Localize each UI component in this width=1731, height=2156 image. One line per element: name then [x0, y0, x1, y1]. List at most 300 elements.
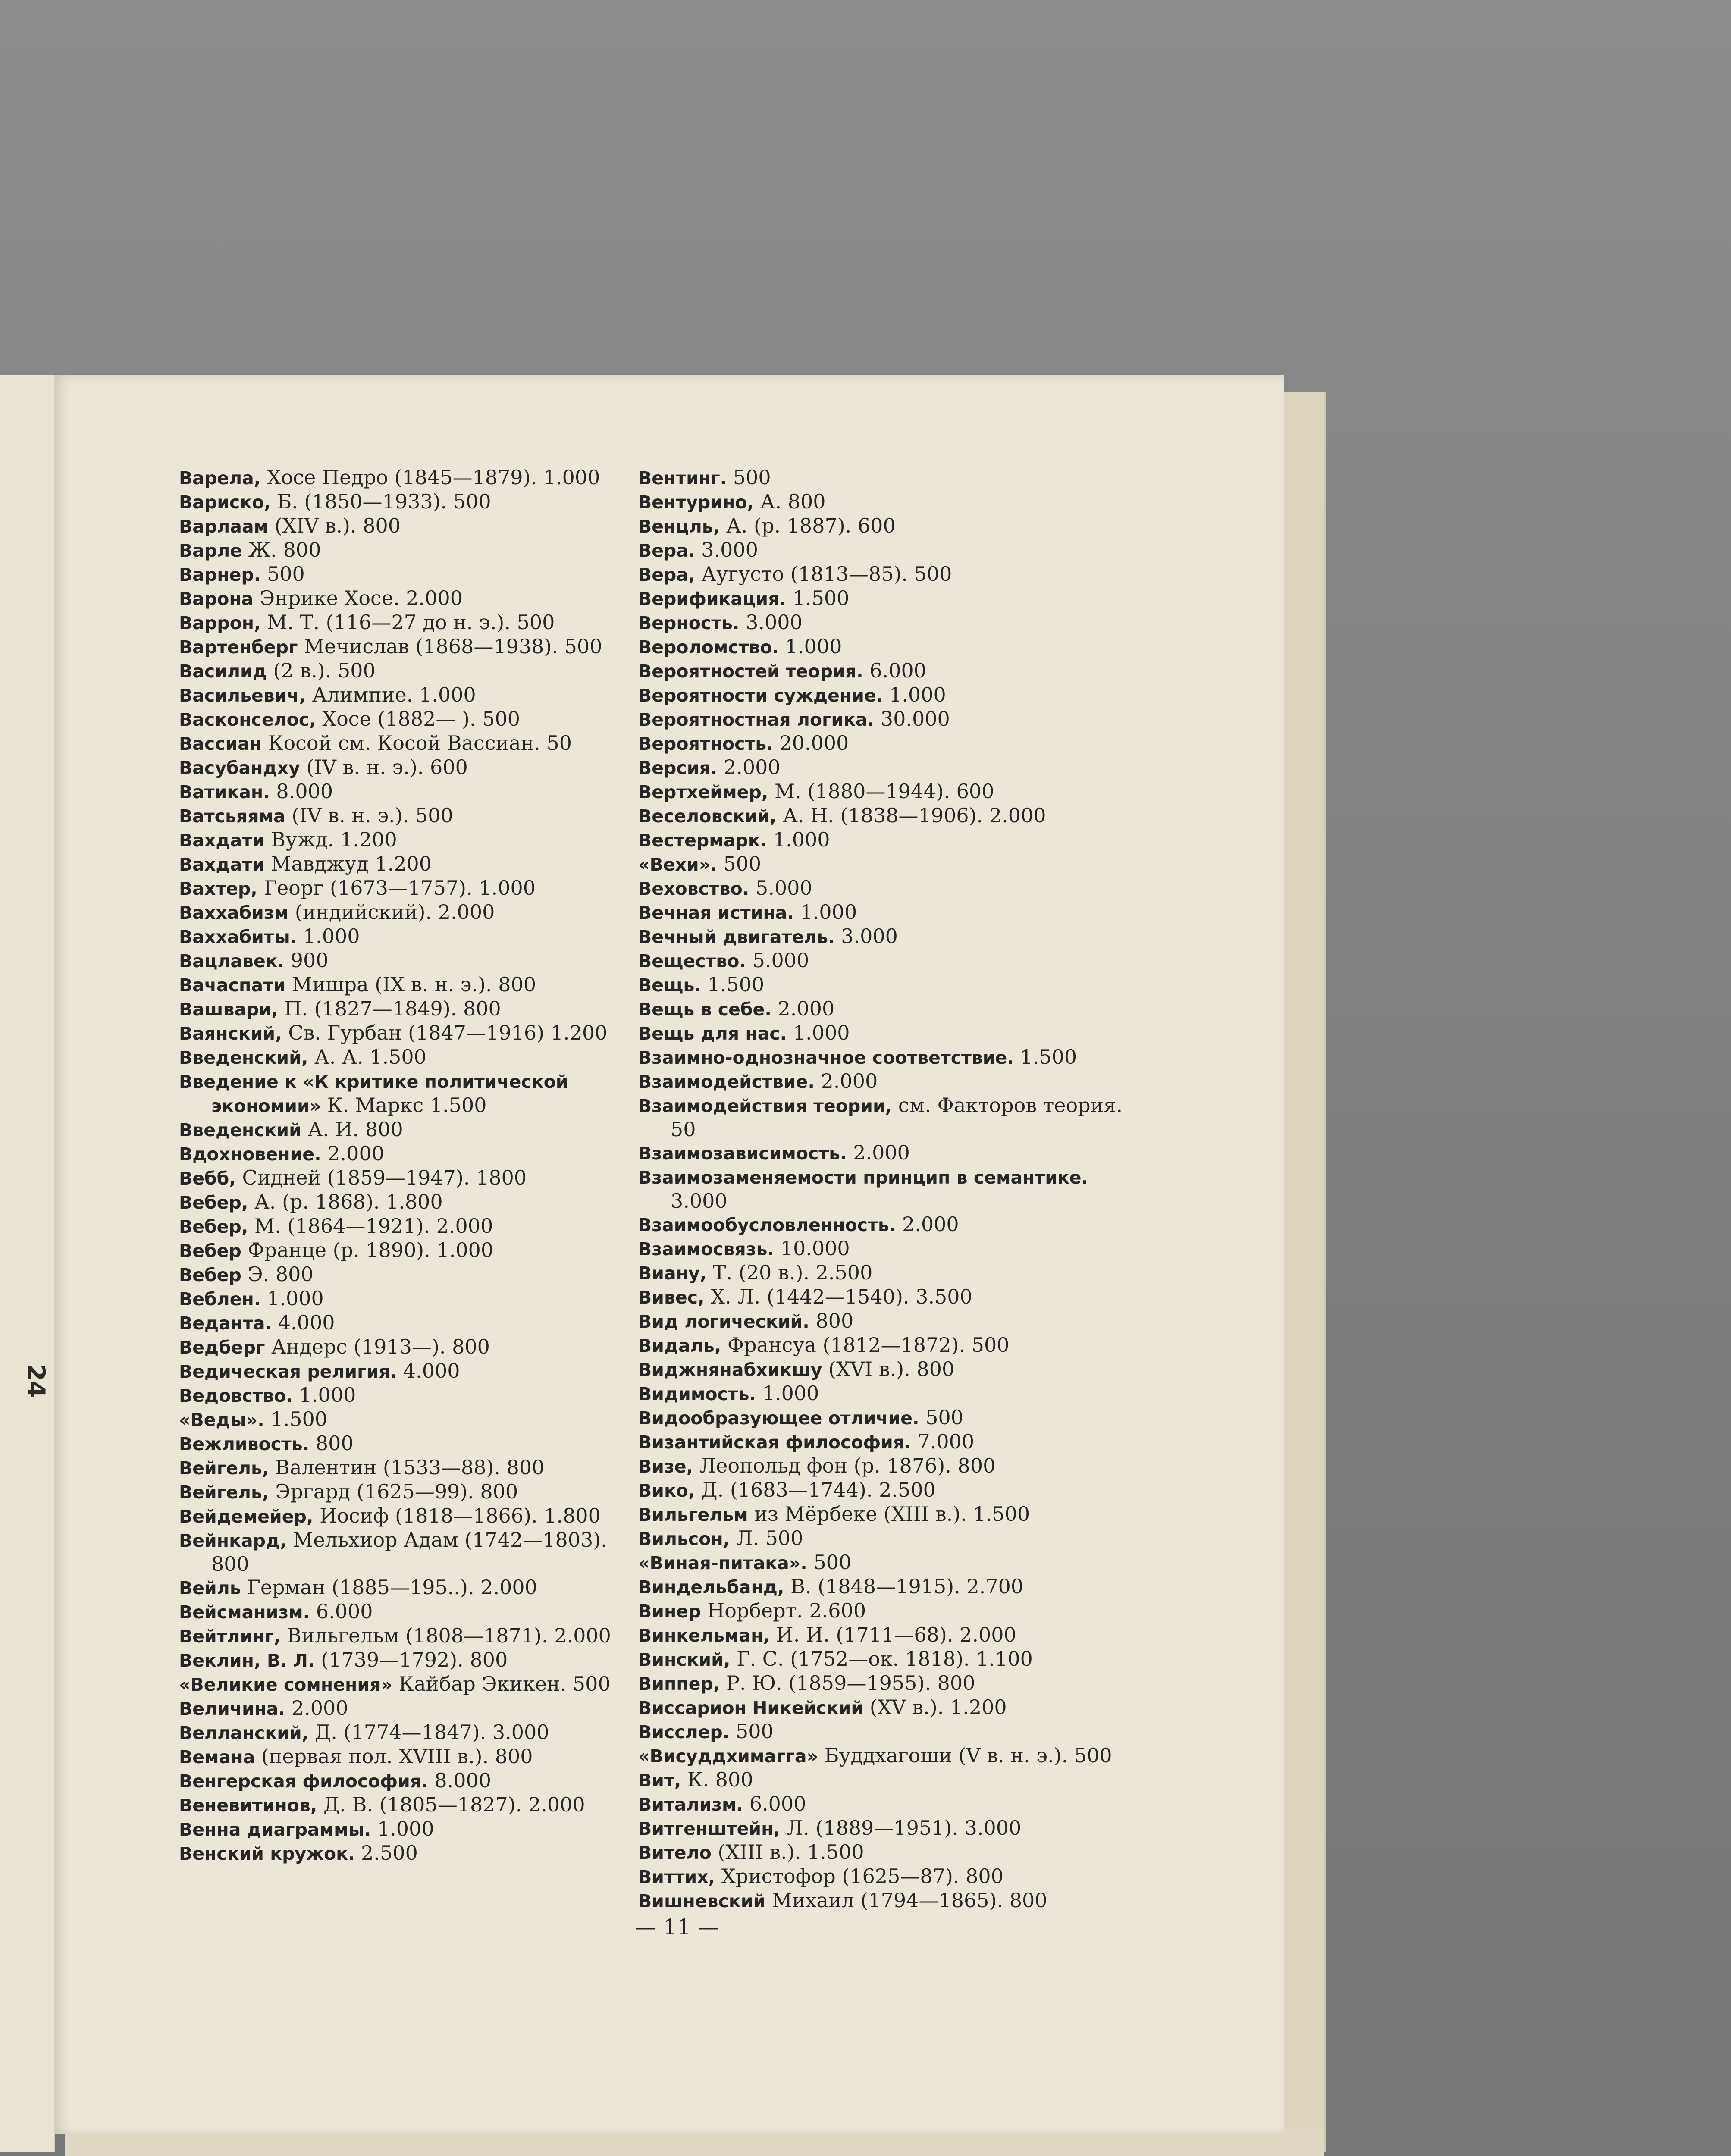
- entry-headword: Вероятностная логика.: [638, 709, 875, 730]
- entry-headword: Введенский,: [179, 1047, 308, 1068]
- entry-headword: Варрон,: [179, 613, 261, 633]
- entry-details: Энрике Хосе. 2.000: [253, 586, 463, 610]
- index-entry: [638, 1575, 1130, 1599]
- entry-details: 900: [284, 949, 329, 972]
- entry-headword: Васубандху: [179, 758, 300, 778]
- index-entry: [638, 876, 1130, 900]
- entry-details: Мавджуд 1.200: [264, 852, 432, 875]
- entry-headword: Введение к «К критике политической экономии»: [179, 1072, 568, 1116]
- entry-details: Л. (1889—1951). 3.000: [780, 1816, 1022, 1839]
- index-entry: [179, 1142, 634, 1166]
- index-entry: [638, 707, 1130, 731]
- index-entry: [179, 1335, 634, 1359]
- entry-details: Б. (1850—1933). 500: [270, 490, 491, 513]
- entry-details: 500: [717, 852, 762, 875]
- index-entry: [179, 731, 634, 755]
- index-entry: [638, 538, 1130, 562]
- entry-headword: Ведберг: [179, 1337, 265, 1358]
- entry-details: А. Н. (1838—1906). 2.000: [776, 804, 1046, 827]
- index-entry: [638, 804, 1130, 828]
- entry-details: Андерс (1913—). 800: [265, 1335, 490, 1358]
- index-entry: [179, 1624, 634, 1648]
- entry-details: 1.000: [371, 1817, 434, 1840]
- entry-details: Э. 800: [241, 1263, 314, 1286]
- entry-details: 8.000: [428, 1769, 492, 1792]
- entry-headword: Васконселос,: [179, 709, 316, 730]
- index-entry: [638, 1213, 1130, 1237]
- entry-details: 800: [809, 1309, 854, 1332]
- entry-headword: Вико,: [638, 1480, 695, 1501]
- index-entry: [638, 1045, 1130, 1069]
- entry-details: Мечислав (1868—1938). 500: [298, 635, 602, 658]
- entry-headword: Взаимодействие.: [638, 1072, 815, 1092]
- entry-headword: Вассиан: [179, 733, 262, 754]
- index-entry: [179, 1383, 634, 1407]
- entry-details: П. (1827—1849). 800: [278, 997, 501, 1020]
- entry-headword: Верификация.: [638, 589, 787, 609]
- index-entry: [638, 755, 1130, 780]
- entry-headword: Вебб,: [179, 1168, 236, 1189]
- index-entry: [179, 1817, 634, 1841]
- entry-details: Д. (1683—1744). 2.500: [695, 1478, 936, 1501]
- entry-headword: Вещь.: [638, 975, 701, 996]
- entry-headword: Ведовство.: [179, 1385, 293, 1406]
- entry-headword: Ваянский,: [179, 1023, 282, 1044]
- index-entry: [179, 1407, 634, 1432]
- entry-headword: Вещь для нас.: [638, 1023, 787, 1044]
- entry-details: Леопольд фон (р. 1876). 800: [693, 1454, 996, 1477]
- index-entry: [638, 949, 1130, 973]
- index-entry: [179, 1600, 634, 1624]
- entry-headword: Витгенштейн,: [638, 1818, 781, 1839]
- entry-details: (IV в. н. э.). 600: [300, 755, 468, 779]
- entry-headword: Ваххабизм: [179, 903, 289, 923]
- index-entry: [638, 1720, 1130, 1744]
- entry-details: 2.000: [771, 997, 835, 1020]
- entry-details: 1.500: [786, 586, 850, 610]
- spine-page-number: 24: [22, 1364, 50, 1398]
- index-entry: [638, 1623, 1130, 1647]
- entry-details: А. 800: [754, 490, 826, 513]
- left-page-fragment: [0, 375, 55, 2152]
- index-entry: [638, 514, 1130, 538]
- entry-details: Михаил (1794—1865). 800: [765, 1889, 1047, 1912]
- entry-headword: Видообразующее отличие.: [638, 1408, 919, 1429]
- index-entry: [638, 1599, 1130, 1623]
- entry-details: Норберт. 2.600: [701, 1599, 866, 1622]
- entry-details: 3.000: [695, 538, 758, 561]
- left-column: [179, 466, 634, 1865]
- entry-details: 4.000: [397, 1359, 460, 1382]
- entry-headword: Висслер.: [638, 1722, 730, 1742]
- entry-headword: Версия.: [638, 758, 718, 778]
- index-entry: [638, 659, 1130, 683]
- entry-headword: Вентинг.: [638, 468, 727, 489]
- entry-headword: Вахтер,: [179, 878, 257, 899]
- index-entry: [638, 1865, 1130, 1889]
- entry-headword: Вероятность.: [638, 733, 773, 754]
- entry-details: Герман (1885—195..). 2.000: [241, 1576, 537, 1599]
- index-entry: [638, 586, 1130, 611]
- entry-details: (XIV в.). 800: [268, 514, 401, 537]
- index-entry: [179, 538, 634, 562]
- entry-details: К. Маркс 1.500: [321, 1094, 487, 1117]
- entry-details: Сидней (1859—1947). 1800: [235, 1166, 527, 1189]
- entry-headword: Вебер: [179, 1241, 241, 1261]
- index-entry: [179, 514, 634, 538]
- index-entry: [638, 828, 1130, 852]
- entry-headword: Вероятности суждение.: [638, 685, 883, 706]
- entry-headword: Винкельман,: [638, 1625, 770, 1646]
- entry-details: Ж. 800: [242, 538, 321, 561]
- entry-headword: Взаимозависимость.: [638, 1143, 847, 1164]
- index-entry: [638, 562, 1130, 586]
- index-entry: [638, 1285, 1130, 1309]
- entry-headword: Веклин, В. Л.: [179, 1650, 315, 1671]
- entry-details: Т. (20 в.). 2.500: [706, 1261, 873, 1284]
- index-entry: [638, 973, 1130, 997]
- entry-headword: Видаль,: [638, 1335, 721, 1356]
- entry-headword: Вещь в себе.: [638, 999, 771, 1020]
- index-entry: [638, 1430, 1130, 1454]
- entry-details: 1.000: [787, 1021, 850, 1044]
- entry-headword: «Вехи».: [638, 854, 717, 875]
- index-entry: [179, 1190, 634, 1214]
- index-entry: [638, 1021, 1130, 1045]
- entry-details: 2.000: [285, 1696, 348, 1720]
- entry-headword: Вивес,: [638, 1287, 705, 1308]
- entry-details: 500: [807, 1551, 852, 1574]
- entry-details: 6.000: [310, 1600, 373, 1623]
- entry-headword: Венна диаграммы.: [179, 1819, 371, 1840]
- entry-headword: Вечный двигатель.: [638, 927, 835, 947]
- entry-details: 7.000: [911, 1430, 975, 1453]
- entry-headword: Вебер,: [179, 1216, 248, 1237]
- index-entry: [179, 1456, 634, 1480]
- entry-headword: Венгерская философия.: [179, 1771, 428, 1792]
- entry-headword: Византийская философия.: [638, 1432, 911, 1453]
- entry-headword: Ведическая религия.: [179, 1361, 397, 1382]
- entry-headword: Вейтлинг,: [179, 1626, 281, 1647]
- entry-details: Х. Л. (1442—1540). 3.500: [704, 1285, 972, 1308]
- index-entry: [638, 490, 1130, 514]
- entry-details: А. (р. 1868). 1.800: [248, 1190, 443, 1213]
- entry-details: Алимпие. 1.000: [306, 683, 476, 706]
- entry-headword: Варона: [179, 589, 254, 609]
- entry-details: Вильгельм (1808—1871). 2.000: [280, 1624, 611, 1647]
- entry-headword: Винер: [638, 1601, 701, 1622]
- entry-details: (XV в.). 1.200: [863, 1695, 1007, 1719]
- entry-details: (IV в. н. э.). 500: [285, 804, 453, 827]
- entry-details: Р. Ю. (1859—1955). 800: [720, 1671, 975, 1695]
- index-entry: [638, 1478, 1130, 1502]
- entry-headword: Взаимно-однозначное соответствие.: [638, 1047, 1014, 1068]
- entry-details: 10.000: [774, 1237, 850, 1260]
- entry-details: 1.500: [1013, 1045, 1077, 1069]
- entry-details: 2.000: [321, 1142, 384, 1165]
- entry-details: 500: [919, 1406, 964, 1429]
- index-entry: [638, 1165, 1130, 1213]
- index-entry: [179, 1528, 634, 1576]
- entry-headword: Венский кружок.: [179, 1843, 355, 1864]
- index-entry: [179, 1841, 634, 1865]
- entry-details: 800: [309, 1432, 354, 1455]
- entry-headword: Виппер,: [638, 1673, 720, 1694]
- index-entry: [638, 1357, 1130, 1382]
- index-entry: [638, 731, 1130, 755]
- entry-details: 500: [729, 1720, 774, 1743]
- entry-details: И. И. (1711—68). 2.000: [769, 1623, 1016, 1646]
- entry-headword: Вертхеймер,: [638, 782, 768, 802]
- entry-details: 1.000: [260, 1287, 324, 1310]
- entry-headword: Вейль: [179, 1578, 241, 1598]
- index-entry: [638, 1551, 1130, 1575]
- index-entry: [179, 490, 634, 514]
- entry-headword: Виану,: [638, 1263, 707, 1284]
- entry-details: Хосе (1882— ). 500: [316, 707, 521, 730]
- index-entry: [638, 1889, 1130, 1913]
- index-entry: [179, 683, 634, 707]
- index-entry: [179, 852, 634, 876]
- entry-details: К. 800: [681, 1768, 753, 1791]
- entry-headword: Вдохновение.: [179, 1144, 321, 1165]
- entry-details: (1739—1792). 800: [314, 1648, 508, 1671]
- index-entry: [179, 780, 634, 804]
- index-entry: [638, 1454, 1130, 1478]
- index-entry: [179, 755, 634, 780]
- entry-details: М. (1864—1921). 2.000: [248, 1214, 493, 1238]
- entry-headword: Вейдемейер,: [179, 1506, 314, 1527]
- entry-headword: Варела,: [179, 468, 261, 489]
- entry-details: 3.000: [671, 1189, 728, 1213]
- entry-details: 5.000: [746, 949, 809, 972]
- entry-headword: Виндельбанд,: [638, 1577, 784, 1598]
- index-entry: [179, 586, 634, 611]
- entry-headword: Взаимосвязь.: [638, 1239, 775, 1260]
- index-entry: [179, 1696, 634, 1720]
- entry-headword: «Виная-питака».: [638, 1553, 807, 1573]
- entry-details: см. Факторов теория. 50: [671, 1094, 1123, 1141]
- entry-details: (2 в.). 500: [267, 659, 376, 682]
- index-entry: [638, 1768, 1130, 1792]
- entry-headword: Ватсьяяма: [179, 806, 285, 827]
- index-entry: [179, 1432, 634, 1456]
- entry-details: Георг (1673—1757). 1.000: [257, 876, 536, 899]
- entry-details: 1.000: [293, 1383, 356, 1407]
- index-entry: [179, 1214, 634, 1238]
- entry-details: Д. В. (1805—1827). 2.000: [317, 1793, 585, 1816]
- page-number: — 11 —: [635, 1915, 719, 1940]
- entry-headword: Вахдати: [179, 830, 265, 851]
- entry-details: 1.000: [297, 924, 360, 948]
- entry-headword: Виттих,: [638, 1867, 715, 1887]
- index-entry: [179, 949, 634, 973]
- index-entry: [179, 1672, 634, 1696]
- entry-headword: Вахдати: [179, 854, 265, 875]
- index-entry: [179, 1359, 634, 1383]
- index-entry: [179, 1118, 634, 1142]
- index-entry: [638, 683, 1130, 707]
- entry-details: 6.000: [743, 1792, 806, 1815]
- index-entry: [638, 1141, 1130, 1165]
- entry-headword: Ваххабиты.: [179, 927, 297, 947]
- entry-headword: Виссарион Никейский: [638, 1698, 864, 1718]
- entry-details: А. А. 1.500: [308, 1045, 426, 1069]
- entry-details: Иосиф (1818—1866). 1.800: [313, 1504, 601, 1527]
- index-entry: [638, 1816, 1130, 1840]
- entry-details: Косой см. Косой Вассиан. 50: [262, 731, 572, 755]
- index-entry: [638, 1792, 1130, 1816]
- entry-details: из Мёрбеке (XIII в.). 1.500: [748, 1502, 1030, 1526]
- entry-details: 1.000: [767, 828, 830, 851]
- entry-details: (XIII в.). 1.500: [711, 1840, 864, 1864]
- entry-details: Хосе Педро (1845—1879). 1.000: [260, 466, 600, 489]
- entry-details: (XVI в.). 800: [822, 1357, 955, 1381]
- index-entry: [638, 1671, 1130, 1695]
- entry-headword: Вашвари,: [179, 999, 278, 1020]
- entry-headword: Видимость.: [638, 1384, 756, 1404]
- entry-headword: Взаимодействия теории,: [638, 1096, 892, 1116]
- entry-details: Аугусто (1813—85). 500: [695, 562, 952, 586]
- entry-headword: Вероломство.: [638, 637, 779, 658]
- entry-headword: «Висуддхимагга»: [638, 1746, 818, 1767]
- index-entry: [638, 1382, 1130, 1406]
- entry-headword: Величина.: [179, 1698, 285, 1719]
- index-entry: [638, 780, 1130, 804]
- entry-headword: Варлаам: [179, 516, 269, 537]
- entry-details: 4.000: [272, 1311, 335, 1334]
- entry-headword: Введенский: [179, 1120, 301, 1141]
- index-entry: [179, 659, 634, 683]
- index-entry: [179, 804, 634, 828]
- entry-details: Валентин (1533—88). 800: [269, 1456, 545, 1479]
- entry-details: (индийский). 2.000: [288, 900, 495, 924]
- entry-details: 2.500: [354, 1841, 418, 1865]
- entry-details: 30.000: [874, 707, 950, 730]
- entry-headword: Вацлавек.: [179, 951, 285, 971]
- index-entry: [179, 1745, 634, 1769]
- entry-details: Св. Гурбан (1847—1916) 1.200: [282, 1021, 608, 1044]
- entry-headword: Вежливость.: [179, 1434, 310, 1454]
- entry-details: 1.000: [883, 683, 946, 706]
- index-entry: [638, 1333, 1130, 1357]
- index-entry: [638, 852, 1130, 876]
- right-column: [638, 466, 1130, 1913]
- entry-headword: Винский,: [638, 1649, 731, 1670]
- entry-headword: Веселовский,: [638, 806, 777, 827]
- entry-headword: Взаимообусловленность.: [638, 1215, 896, 1235]
- entry-headword: Варнер.: [179, 564, 261, 585]
- entry-details: 8.000: [270, 780, 333, 803]
- entry-headword: Вероятностей теория.: [638, 661, 863, 682]
- entry-headword: Вишневский: [638, 1891, 766, 1912]
- index-entry: [638, 924, 1130, 949]
- entry-details: 20.000: [773, 731, 849, 755]
- entry-details: 2.000: [847, 1141, 910, 1164]
- index-entry: [638, 1840, 1130, 1865]
- entry-headword: Вебер: [179, 1265, 241, 1285]
- index-entry: [179, 876, 634, 900]
- entry-headword: Вейгель,: [179, 1458, 269, 1479]
- entry-headword: Варле: [179, 540, 242, 561]
- entry-details: 500: [727, 466, 771, 489]
- entry-headword: Ватикан.: [179, 782, 270, 802]
- entry-details: М. Т. (116—27 до н. э.). 500: [260, 611, 555, 634]
- entry-details: 1.000: [793, 900, 857, 924]
- entry-details: 500: [260, 562, 305, 586]
- index-entry: [638, 611, 1130, 635]
- entry-details: Эргард (1625—99). 800: [269, 1480, 518, 1503]
- index-entry: [638, 1406, 1130, 1430]
- index-entry: [638, 900, 1130, 924]
- entry-headword: Вит,: [638, 1770, 681, 1791]
- entry-headword: Вариско,: [179, 492, 271, 513]
- index-entry: [179, 1238, 634, 1263]
- entry-headword: Веневитинов,: [179, 1795, 317, 1816]
- index-entry: [179, 1069, 634, 1118]
- entry-details: А. (р. 1887). 600: [720, 514, 896, 537]
- index-entry: [179, 1263, 634, 1287]
- entry-details: А. И. 800: [301, 1118, 403, 1141]
- index-entry: [179, 973, 634, 997]
- index-entry: [638, 1261, 1130, 1285]
- entry-headword: Веблен.: [179, 1289, 261, 1310]
- entry-headword: Вильгельм: [638, 1504, 748, 1525]
- entry-details: (первая пол. XVIII в.). 800: [255, 1745, 533, 1768]
- entry-headword: Василид: [179, 661, 267, 682]
- index-entry: [179, 1311, 634, 1335]
- index-entry: [179, 562, 634, 586]
- entry-headword: Веданта.: [179, 1313, 272, 1334]
- index-entry: [179, 466, 634, 490]
- index-entry: [638, 997, 1130, 1021]
- index-entry: [179, 1793, 634, 1817]
- entry-headword: Вейсманизм.: [179, 1602, 310, 1623]
- entry-details: 1.500: [264, 1407, 328, 1431]
- entry-headword: «Великие сомнения»: [179, 1674, 392, 1695]
- entry-headword: Витело: [638, 1843, 712, 1863]
- entry-headword: Вейгель,: [179, 1482, 269, 1503]
- entry-details: Буддхагоши (V в. н. э.). 500: [818, 1744, 1112, 1767]
- index-entry: [638, 1744, 1130, 1768]
- entry-headword: Веховство.: [638, 878, 749, 899]
- index-entry: [179, 997, 634, 1021]
- entry-headword: Вера.: [638, 540, 695, 561]
- index-entry: [638, 1502, 1130, 1526]
- index-entry: [638, 1094, 1130, 1141]
- index-entry: [638, 466, 1130, 490]
- entry-headword: Взаимозаменяемости принцип в семантике.: [638, 1167, 1088, 1188]
- entry-headword: Визе,: [638, 1456, 693, 1477]
- index-entry: [179, 1287, 634, 1311]
- index-entry: [179, 900, 634, 924]
- entry-headword: Васильевич,: [179, 685, 306, 706]
- entry-details: 3.000: [739, 611, 803, 634]
- index-entry: [179, 1480, 634, 1504]
- entry-details: 1.000: [756, 1382, 819, 1405]
- entry-details: 2.000: [814, 1069, 878, 1093]
- index-entry: [179, 1576, 634, 1600]
- entry-headword: Вестермарк.: [638, 830, 767, 851]
- entry-headword: Верность.: [638, 613, 740, 633]
- entry-headword: Вачаспати: [179, 975, 286, 996]
- entry-headword: Виджнянабхикшу: [638, 1360, 822, 1380]
- entry-details: Кайбар Экикен. 500: [392, 1672, 611, 1695]
- index-entry: [638, 1309, 1130, 1333]
- entry-details: М. (1880—1944). 600: [768, 780, 994, 803]
- index-entry: [179, 707, 634, 731]
- index-entry: [179, 1769, 634, 1793]
